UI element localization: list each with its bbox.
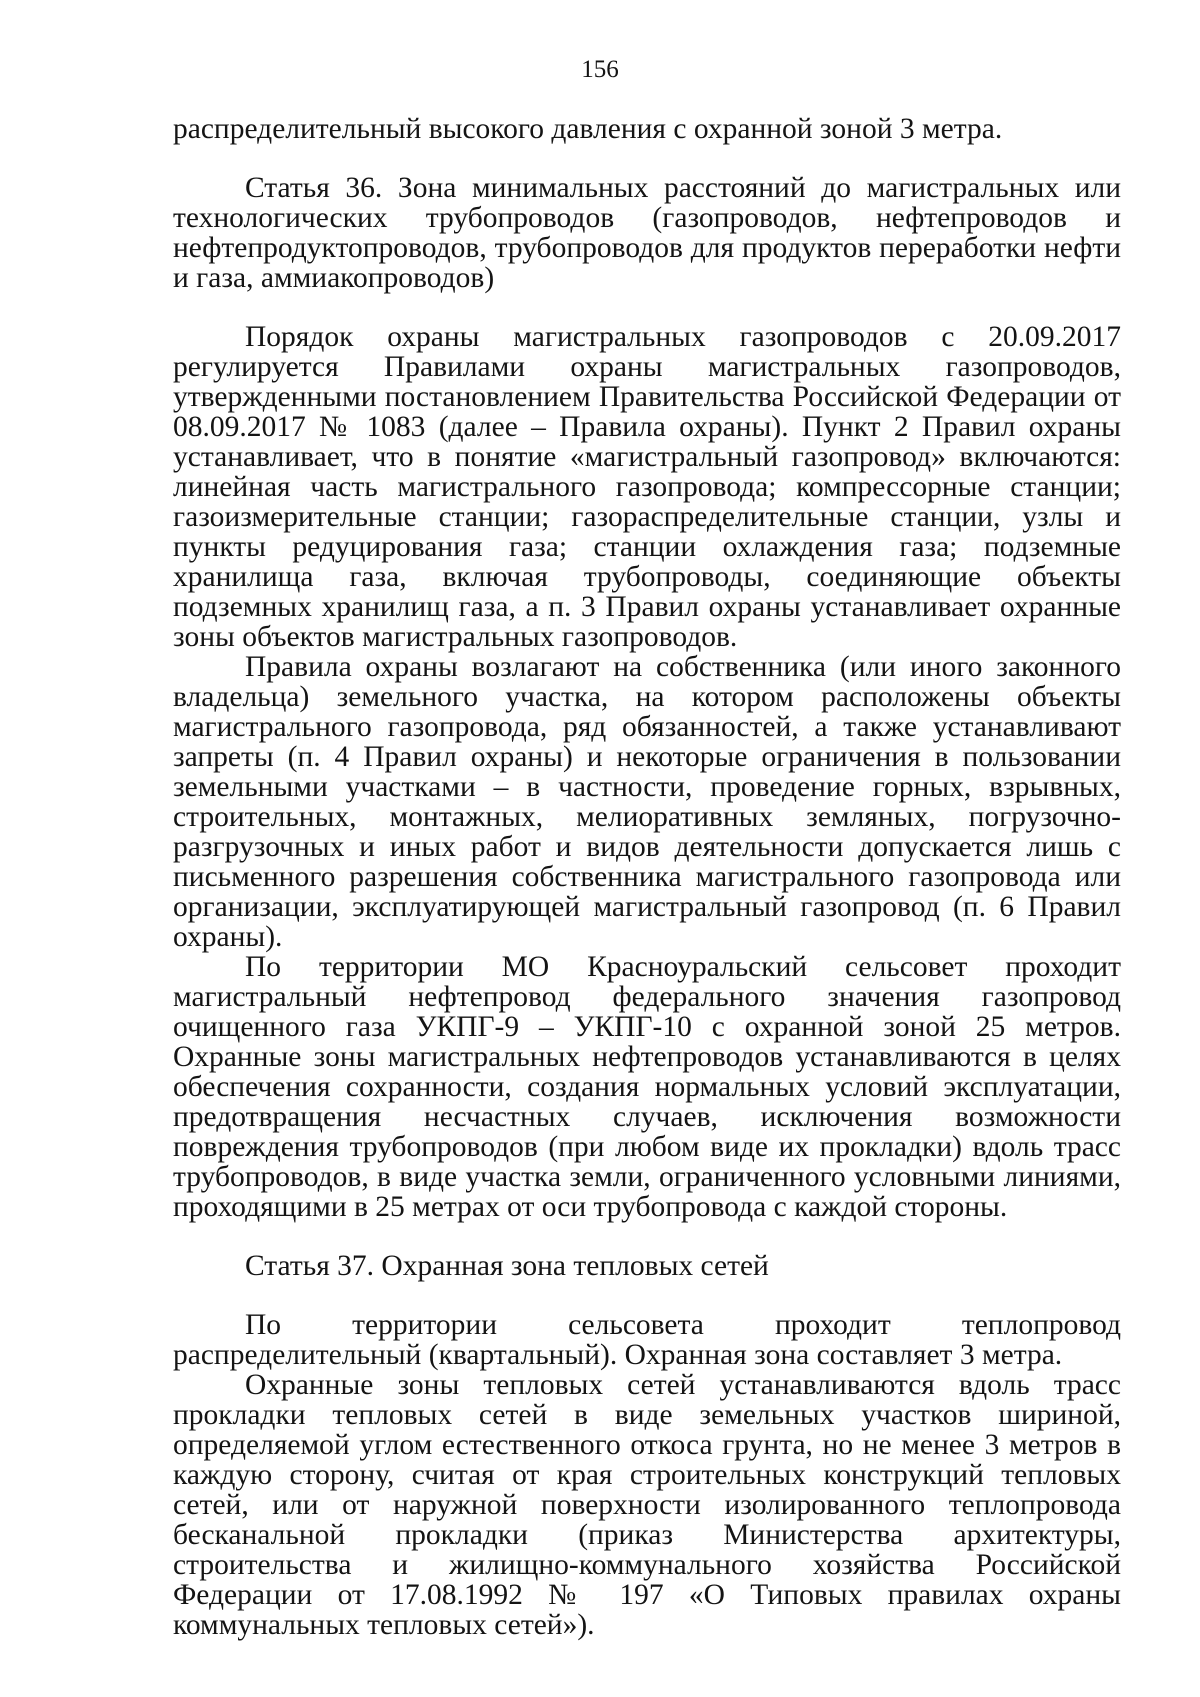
article-37-paragraph-2: Охранные зоны тепловых сетей устанавливаются вдоль трасс прокладки тепловых сетей в виде земельных участков шириной, определяемой углом естественного откоса грунта, но не менее 3 метров в каждую сторону, считая от края строительных конструкций тепловых сетей, или от наружной поверхности изолированного теплопровода бесканальной прокладки (приказ Министерства архитектуры, строительства и жилищно-коммунального хозяйства Российской Федерации от 17.08.1992 № 197 «О Типовых правилах охраны коммунальных тепловых сетей»). [173,1369,1121,1641]
spacer [173,1281,1121,1310]
article-36-paragraph-1: Порядок охраны магистральных газопроводов с 20.09.2017 регулируется Правилами охраны магистральных газопроводов, утвержденными постановлением Правительства Российской Федерации от 08.09.2017 № 1083 (далее – Правила охраны). Пункт 2 Правил охраны устанавливает, что в понятие «магистральный газопровод» включаются: линейная часть магистрального газопровода; компрессорные станции; газоизмерительные станции; газораспределительные станции, узлы и пункты редуцирования газа; станции охлаждения газа; подземные хранилища газа, включая трубопроводы, соединяющие объекты подземных хранилищ газа, а п. 3 Правил охраны устанавливает охранные зоны объектов магистральных газопроводов. [173,321,1121,653]
article-36-paragraph-2: Правила охраны возлагают на собственника (или иного законного владельца) земельного участка, на котором расположены объекты магистрального газопровода, ряд обязанностей, а также устанавливают запреты (п. 4 Правил охраны) и некоторые ограничения в пользовании земельными участками – в частности, проведение горных, взрывных, строительных, монтажных, мелиоративных земляных, погрузочно-разгрузочных и иных работ и видов деятельности допускается лишь с письменного разрешения собственника магистрального газопровода или организации, эксплуатирующей магистральный газопровод (п. 6 Правил охраны). [173,651,1121,953]
article-37-title: Статья 37. Охранная зона тепловых сетей [245,1250,769,1282]
spacer [173,293,1121,322]
spacer [173,1222,1121,1251]
article-36 [173,173,1121,1222]
article-37 [173,1251,1121,1640]
article-36-paragraph-3: По территории МО Красноуральский сельсовет проходит магистральный нефтепровод федерального значения газопровод очищенного газа УКПГ-9 – УКПГ-10 с охранной зоной 25 метров. Охранные зоны магистральных нефтепроводов устанавливаются в целях обеспечения сохранности, создания нормальных условий эксплуатации, предотвращения несчастных случаев, исключения возможности повреждения трубопроводов (при любом виде их прокладки) вдоль трасс трубопроводов, в виде участка земли, ограниченного условными линиями, проходящими в 25 метрах от оси трубопровода с каждой стороны. [173,951,1121,1223]
page-content [173,114,1121,1640]
article-36-title: Статья 36. Зона минимальных расстояний до магистральных или технологических трубопроводов (газопроводов, нефтепроводов и нефтепродуктопроводов, трубопроводов для продуктов переработки нефти и газа, аммиакопроводов) [173,172,1121,294]
continued-line: распределительный высокого давления с охранной зоной 3 метра. [173,113,1003,145]
spacer [173,144,1121,173]
page-number: 156 [581,56,619,83]
article-37-paragraph-1: По территории сельсовета проходит теплопровод распределительный (квартальный). Охранная зона составляет 3 метра. [173,1309,1121,1371]
